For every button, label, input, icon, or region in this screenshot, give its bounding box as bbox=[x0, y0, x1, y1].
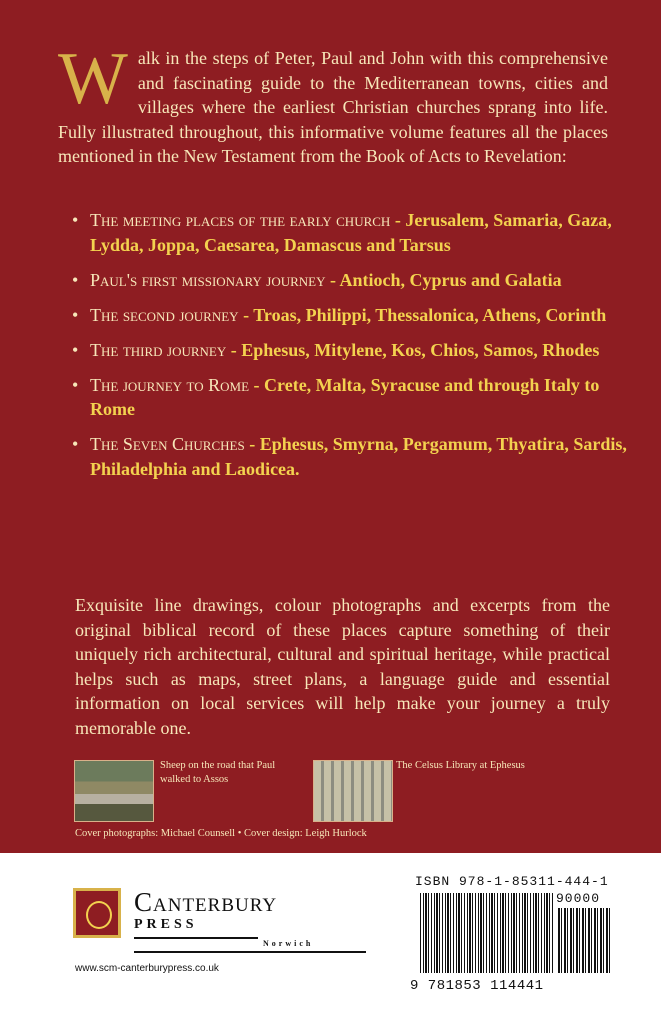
ean-number: 9 781853 114441 bbox=[410, 978, 544, 994]
publisher-imprint: PRESS bbox=[134, 917, 198, 932]
publisher-name: Canterbury bbox=[134, 887, 278, 917]
drop-cap: W bbox=[58, 38, 128, 120]
outro-paragraph: Exquisite line drawings, colour photographs and excerpts from the original biblical record of these places capture something of their uniquely rich architectural, cultural and spiritual heritage, while practical helps such as maps, street plans, a language guide and essential information on local services will help make your journey a truly memorable one. bbox=[75, 595, 610, 738]
list-item bbox=[72, 303, 632, 328]
sheep-photo-caption: Sheep on the road that Paul walked to Assos bbox=[160, 760, 276, 785]
journey-places: Jerusalem, Samaria, Gaza, Lydda, Joppa, Caesarea, Damascus and Tarsus bbox=[90, 210, 612, 255]
separator: - bbox=[249, 374, 265, 395]
barcode-addon-graphic bbox=[558, 908, 610, 973]
library-photo-caption: The Celsus Library at Ephesus bbox=[396, 760, 525, 771]
journey-heading: The third journey bbox=[90, 339, 227, 360]
bullet-icon: • bbox=[72, 339, 79, 360]
separator: - bbox=[238, 304, 254, 325]
publisher-rule bbox=[134, 937, 258, 939]
bullet-icon: • bbox=[72, 304, 79, 325]
intro-text: alk in the steps of Peter, Paul and John with this comprehensive and fascinating guide to the Mediterranean towns, cities and villages where the earliest Christian churches sprang into life. Fully illustrated throughout, this informative volume features all the places mentioned in the New Testament from the Book of Acts to Revelation: bbox=[58, 48, 608, 166]
isbn-label: ISBN 978-1-85311-444-1 bbox=[415, 874, 609, 889]
journey-places: Ephesus, Mitylene, Kos, Chios, Samos, Rhodes bbox=[241, 339, 600, 360]
list-item bbox=[72, 268, 632, 293]
library-photo bbox=[313, 760, 393, 822]
list-item bbox=[72, 373, 632, 422]
publisher-logo-icon bbox=[73, 888, 121, 938]
bullet-icon: • bbox=[72, 434, 79, 454]
publisher-city: Norwich bbox=[263, 939, 314, 948]
publisher-rule-lower bbox=[134, 951, 366, 953]
logo-emblem-icon bbox=[86, 901, 112, 929]
publisher-url: www.scm-canterburypress.co.uk bbox=[75, 963, 219, 974]
journey-places: Crete, Malta, Syracuse and through Italy to Rome bbox=[90, 374, 600, 419]
separator: - bbox=[325, 269, 340, 290]
journey-places: Ephesus, Smyrna, Pergamum, Thyatira, Sardis, Philadelphia and Laodicea. bbox=[90, 434, 627, 479]
journey-heading: The Seven Churches bbox=[90, 434, 245, 454]
bullet-icon: • bbox=[72, 269, 79, 290]
journey-places: Troas, Philippi, Thessalonica, Athens, Corinth bbox=[253, 304, 607, 325]
journey-heading: The second journey bbox=[90, 304, 239, 325]
barcode-graphic bbox=[420, 893, 553, 973]
list-item bbox=[72, 338, 632, 363]
list-item bbox=[72, 208, 632, 257]
journey-places: Antioch, Cyprus and Galatia bbox=[339, 269, 562, 290]
list-item bbox=[72, 432, 632, 481]
bullet-icon: • bbox=[72, 374, 79, 395]
separator: - bbox=[390, 210, 406, 230]
barcode-addon-number: 90000 bbox=[556, 891, 601, 906]
cover-credits: Cover photographs: Michael Counsell • Cover design: Leigh Hurlock bbox=[75, 828, 367, 839]
separator: - bbox=[244, 434, 260, 454]
journey-heading: The journey to Rome bbox=[90, 374, 250, 395]
journey-list bbox=[72, 208, 632, 492]
sheep-photo bbox=[74, 760, 154, 822]
journey-heading: The meeting places of the early church bbox=[90, 210, 391, 230]
separator: - bbox=[226, 339, 242, 360]
intro-paragraph bbox=[58, 38, 608, 169]
bullet-icon: • bbox=[72, 210, 79, 230]
journey-heading: Paul's first missionary journey bbox=[90, 269, 326, 290]
